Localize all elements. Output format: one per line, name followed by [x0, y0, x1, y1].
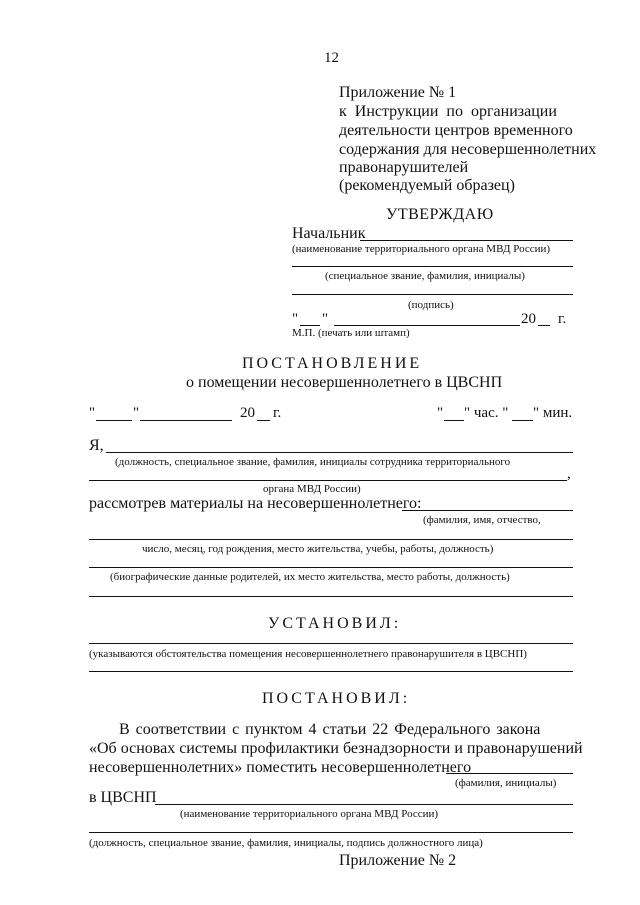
stamp-caption: М.П. (печать или штамп) — [292, 327, 410, 339]
caption-signature: (подпись) — [408, 299, 454, 311]
time-quote-1: " — [437, 405, 444, 421]
established-caption: (указываются обстоятельства помещения несовершеннолетнего правонарушителя в ЦВСНП) — [89, 648, 527, 660]
appendix-line-4: содержания для несовершеннолетних — [339, 141, 597, 158]
established-title: УСТАНОВИЛ: — [268, 615, 402, 632]
resolution-date-year: 20 — [240, 405, 255, 421]
resolution-date-quote-close: " — [133, 405, 140, 421]
chief-line — [360, 240, 573, 241]
caption-official-1: (должность, специальное звание, фамилия, инициалы сотрудника территориального — [115, 456, 511, 468]
resolution-date-quote-open: " — [89, 405, 96, 421]
page-number: 12 — [324, 50, 339, 66]
signatory-line — [89, 832, 573, 833]
approve-day-line — [300, 325, 320, 326]
approve-date-quote-open: " — [292, 311, 299, 327]
official-line-2 — [89, 480, 567, 481]
resolution-title: ПОСТАНОВЛЕНИЕ — [242, 355, 423, 372]
parents-line — [89, 567, 573, 568]
resolution-subtitle: о помещении несовершеннолетнего в ЦВСНП — [186, 374, 503, 391]
chief-label: Начальник — [292, 225, 366, 242]
caption-signatory: (должность, специальное звание, фамилия, инициалы, подпись должностного лица) — [89, 837, 483, 849]
established-line-2 — [89, 671, 573, 672]
established-line — [89, 643, 573, 644]
hour-line — [444, 420, 464, 421]
rank-line — [292, 266, 573, 267]
resolution-day-line — [96, 420, 132, 421]
appendix-line-2: к Инструкции по организации — [339, 103, 557, 120]
approve-date-year: 20 — [521, 311, 536, 327]
footer-appendix: Приложение № 2 — [339, 852, 457, 869]
decided-paragraph-3: несовершеннолетних» поместить несовершеннолетнего — [89, 759, 472, 776]
caption-parents: (биографические данные родителей, их место жительства, место работы, должность) — [110, 571, 510, 583]
caption-official-2: органа МВД России) — [263, 483, 361, 495]
official-line — [106, 452, 573, 453]
appendix-line-5: правонарушителей — [339, 159, 469, 176]
time-minutes-label: " мин. — [533, 405, 573, 421]
birth-line — [89, 539, 573, 540]
appendix-line-3: деятельности центров временного — [339, 122, 573, 139]
caption-birth: число, месяц, год рождения, место жительства, учебы, работы, должность) — [142, 543, 494, 555]
decided-title: ПОСТАНОВИЛ: — [262, 690, 411, 707]
approve-date-suffix: г. — [558, 311, 567, 327]
in-cvsnp-label: в ЦВСНП — [89, 789, 157, 806]
approve-year-line — [538, 325, 550, 326]
caption-rank: (специальное звание, фамилия, инициалы) — [325, 270, 525, 282]
caption-organ: (наименование территориального органа МВД России) — [292, 243, 551, 255]
caption-fi: (фамилия, инициалы) — [455, 777, 557, 789]
approve-month-line — [334, 325, 520, 326]
resolution-year-line — [257, 420, 270, 421]
official-comma: , — [567, 466, 571, 482]
time-hours-label: " час. " — [464, 405, 509, 421]
decided-minor-line — [446, 773, 573, 774]
parents-line-2 — [89, 596, 573, 597]
minute-line — [512, 420, 533, 421]
signature-line — [292, 294, 573, 295]
caption-cvsnp-organ: (наименование территориального органа МВД России) — [180, 808, 439, 820]
appendix-line-6: (рекомендуемый образец) — [339, 177, 515, 194]
resolution-date-suffix: г. — [273, 405, 282, 421]
decided-paragraph-2: «Об основах системы профилактики безнадзорности и правонарушений — [89, 740, 583, 757]
approve-date-quote-close: " — [322, 311, 329, 327]
approve-title: УТВЕРЖДАЮ — [386, 206, 494, 223]
resolution-month-line — [140, 420, 232, 421]
decided-paragraph-1: В соответствии с пунктом 4 статьи 22 Федерального закона — [119, 721, 541, 738]
reviewed-label: рассмотрев материалы на несовершеннолетнего: — [89, 495, 422, 512]
ya-label: Я, — [89, 437, 104, 454]
cvsnp-organ-line — [155, 804, 573, 805]
appendix-title: Приложение № 1 — [339, 84, 457, 101]
caption-fio: (фамилия, имя, отчество, — [423, 514, 541, 526]
minor-name-line — [402, 510, 573, 511]
